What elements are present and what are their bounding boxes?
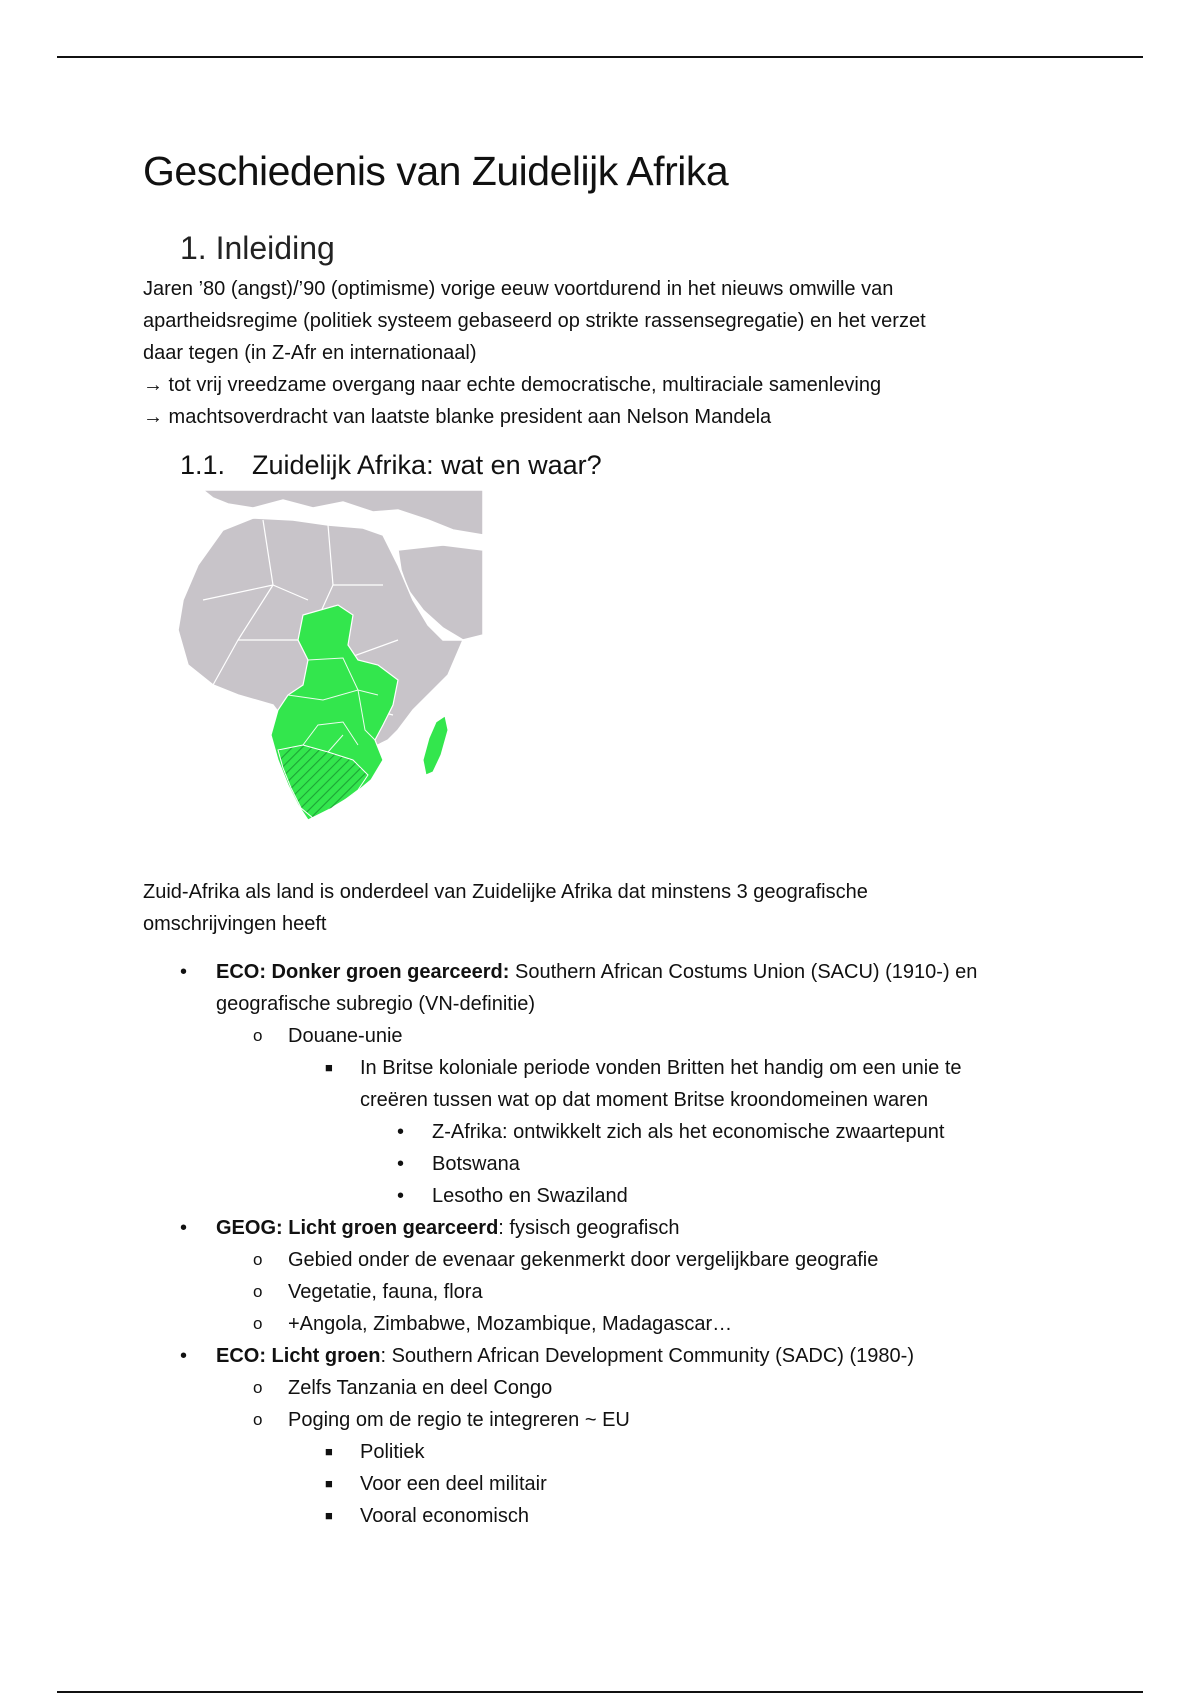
intro-paragraph (143, 876, 1023, 940)
list-item-text: +Angola, Zimbabwe, Mozambique, Madagascar… (288, 1313, 733, 1335)
bullet-marker: ■ (325, 1476, 333, 1491)
paragraph-line: Zuid-Afrika als land is onderdeel van Zuidelijke Afrika dat minstens 3 geografische (143, 881, 868, 903)
paragraph-line: omschrijvingen heeft (143, 913, 327, 935)
intro-text (143, 273, 1043, 433)
list-item (143, 1116, 1063, 1148)
header-rule (57, 56, 1143, 58)
list-item (143, 1212, 1063, 1244)
subsection-number: 1.1. (180, 450, 226, 480)
list-item-text: Douane-unie (288, 1025, 403, 1047)
bullet-marker: o (253, 1282, 263, 1301)
bullet-marker: • (180, 1345, 188, 1367)
bullet-marker: • (397, 1185, 405, 1207)
africa-map (143, 490, 483, 830)
list-item-text: : fysisch geografisch (498, 1217, 680, 1239)
list-item-text: Lesotho en Swaziland (432, 1185, 628, 1207)
list-item (143, 1404, 1063, 1436)
list-item (143, 1500, 1063, 1532)
bullet-marker: o (253, 1314, 263, 1333)
list-item (143, 956, 1063, 1020)
intro-line: daar tegen (in Z-Afr en internationaal) (143, 342, 477, 364)
list-item-label: GEOG: Licht groen gearceerd (216, 1217, 499, 1239)
subsection-heading (180, 450, 602, 481)
bullet-marker: • (397, 1121, 405, 1143)
subsection-title: Zuidelijk Afrika: wat en waar? (252, 450, 602, 480)
bullet-marker: o (253, 1378, 263, 1397)
list-item (143, 1276, 1063, 1308)
list-item-text: Politiek (360, 1441, 425, 1463)
list-item (143, 1468, 1063, 1500)
bullet-marker: ■ (325, 1444, 333, 1459)
list-item-text: Vegetatie, fauna, flora (288, 1281, 483, 1303)
intro-line: Jaren ’80 (angst)/’90 (optimisme) vorige eeuw voortdurend in het nieuws omwille van (143, 278, 894, 300)
list-item-text: Zelfs Tanzania en deel Congo (288, 1377, 553, 1399)
list-item (143, 1020, 1063, 1052)
bullet-marker: • (180, 1217, 188, 1239)
bullet-marker: o (253, 1250, 263, 1269)
list-item (143, 1148, 1063, 1180)
list-item (143, 1244, 1063, 1276)
list-item (143, 1052, 1063, 1116)
section-heading: 1. Inleiding (180, 230, 335, 266)
list-item-label: ECO: Donker groen gearceerd: (216, 961, 510, 983)
list-item (143, 1340, 1063, 1372)
list-item-text: Botswana (432, 1153, 520, 1175)
list-item-text: Poging om de regio te integreren ~ EU (288, 1409, 630, 1431)
bullet-marker: • (397, 1153, 405, 1175)
list-item-text: In Britse koloniale periode vonden Britten het handig om een unie te (360, 1057, 962, 1079)
bullet-marker: • (180, 961, 188, 983)
list-item-text: Z-Afrika: ontwikkelt zich als het economische zwaartepunt (432, 1121, 945, 1143)
list-item-text: Southern African Costums Union (SACU) (1910-) en (509, 961, 978, 983)
list-item-text: Vooral economisch (360, 1505, 529, 1527)
list-item-text: Voor een deel militair (360, 1473, 547, 1495)
list-item-text: geografische subregio (VN-definitie) (216, 993, 536, 1015)
list-item-label: ECO: Licht groen (216, 1345, 381, 1367)
list-item (143, 1372, 1063, 1404)
list-item-text: creëren tussen wat op dat moment Britse kroondomeinen waren (360, 1089, 929, 1111)
definitions-list (143, 956, 1063, 1532)
list-item (143, 1308, 1063, 1340)
footer-rule (57, 1691, 1143, 1693)
list-item-text: : Southern African Development Community (SADC) (1980-) (380, 1345, 914, 1367)
bullet-marker: ■ (325, 1060, 333, 1075)
page-title: Geschiedenis van Zuidelijk Afrika (143, 148, 729, 194)
bullet-marker: o (253, 1410, 263, 1429)
bullet-marker: ■ (325, 1508, 333, 1523)
bullet-marker: o (253, 1026, 263, 1045)
list-item (143, 1436, 1063, 1468)
list-item-text: Gebied onder de evenaar gekenmerkt door vergelijkbare geografie (288, 1249, 879, 1271)
list-item (143, 1180, 1063, 1212)
intro-line: apartheidsregime (politiek systeem gebaseerd op strikte rassensegregatie) en het verzet (143, 310, 926, 332)
intro-line: → tot vrij vreedzame overgang naar echte democratische, multiraciale samenleving (143, 374, 882, 396)
intro-line: → machtsoverdracht van laatste blanke president aan Nelson Mandela (143, 406, 772, 428)
